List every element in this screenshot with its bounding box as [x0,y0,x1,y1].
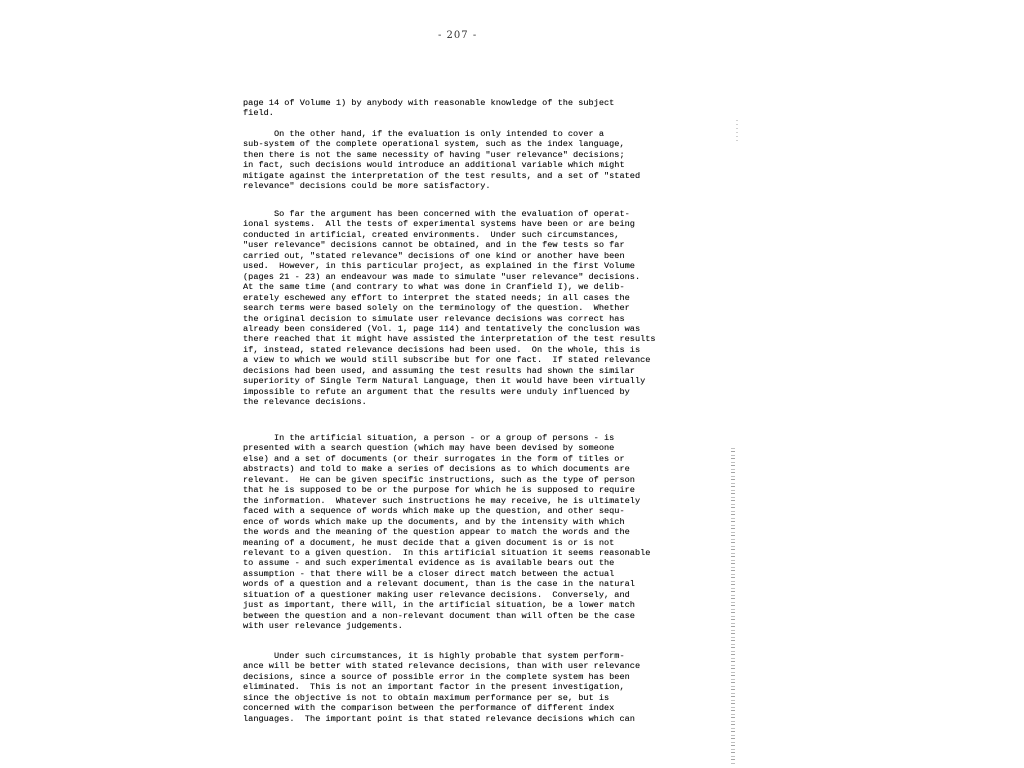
paragraph-4: In the artificial situation, a person - or a group of persons - is presented with a search question (which may have been devised by someone else) and a set of documents (or their surrogates in the form of titles or abstracts) and told to make a series of decisions as to which documents are relevant. He can be given specific instructions, such as the type of person that he is supposed to be or the purpose for which he is supposed to require the information. Whatever such instructions he may receive, he is ultimately faced with a sequence of words which make up the question, and other sequ- ence of words which make up the documents, and by the intensity with which the words and the meaning of the question appear to match the words and the meaning of a document, he must decide that a given document is or is not relevant to a given question. In this artificial situation it seems reasonable to assume - and such experimental evidence as is available bears out the assumption - that there will be a closer direct match between the actual words of a question and a relevant document, than is the case in the natural situation of a questioner making user relevance decisions. Conversely, and just as important, there will, in the artificial situation, be a lower match between the question and a non-relevant document than will often be the case with user relevance judgements. [243,433,651,632]
scan-artifact-edge [731,448,735,766]
page-number: - 207 - [438,30,478,41]
scan-artifact-top [736,120,738,144]
paragraph-2: On the other hand, if the evaluation is only intended to cover a sub-system of the complete operational system, such as the index language, then there is not the same necessity of having "user relevance" decisions; in fact, such decisions would introduce an additional variable which might mitigate against the interpretation of the test results, and a set of "stated relevance" decisions could be more satisfactory. [243,129,641,192]
paragraph-5: Under such circumstances, it is highly probable that system perform- ance will be better with stated relevance decisions, than with user relevance decisions, since a source of possible error in the complete system has been eliminated. This is not an important factor in the present investigation, since the objective is not to obtain maximum performance per se, but is concerned with the comparison between the performance of different index languages. The important point is that stated relevance decisions which can [243,651,641,724]
paragraph-3: So far the argument has been concerned with the evaluation of operat- ional systems. All the tests of experimental systems have been or are being conducted in artificial, created environments. Under such circumstances, "user relevance" decisions cannot be obtained, and in the few tests so far carried out, "stated relevance" decisions of one kind or another have been used. However, in this particular project, as explained in the first Volume (pages 21 - 23) an endeavour was made to simulate "user relevance" decisions. At the same time (and contrary to what was done in Cranfield I), we delib- erately eschewed any effort to interpret the stated needs; in all cases the search terms were based solely on the terminology of the question. Whether the original decision to simulate user relevance decisions was correct has already been considered (Vol. 1, page 114) and tentatively the conclusion was there reached that it might have assisted the interpretation of the test results if, instead, stated relevance decisions had been used. On the whole, this is a view to which we would still subscribe but for one fact. If stated relevance decisions had been used, and assuming the test results had shown the similar superiority of Single Term Natural Language, then it would have been virtually impossible to refute an argument that the results were unduly influenced by the relevance decisions. [243,209,656,408]
paragraph-1: page 14 of Volume 1) by anybody with reasonable knowledge of the subject field. [243,98,615,119]
